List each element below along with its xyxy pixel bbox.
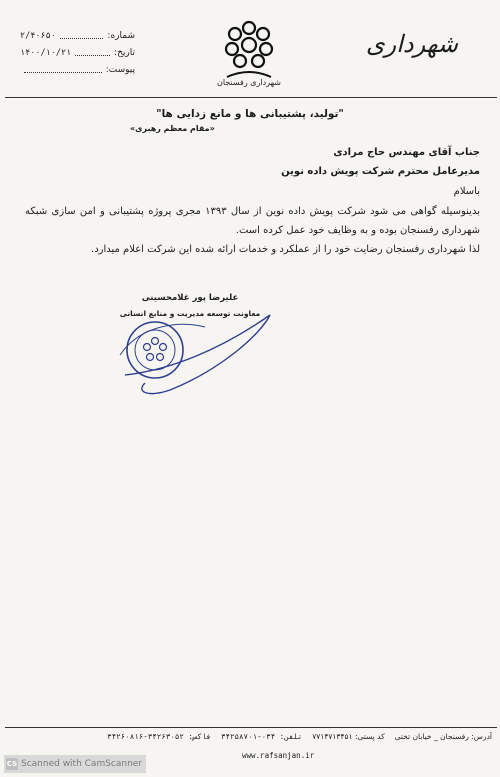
municipality-logo-icon bbox=[213, 15, 285, 85]
signatory-title: معاونت توسعه مدیریت و منابع انسانی bbox=[119, 309, 261, 318]
brand-title: شهرداری bbox=[365, 30, 458, 58]
footer-website: www.rafsanjan.ir bbox=[242, 751, 315, 760]
meta-attachment-line bbox=[24, 62, 102, 73]
header-divider bbox=[5, 97, 497, 98]
letter-meta bbox=[20, 28, 135, 79]
meta-date bbox=[20, 45, 135, 62]
letter-paragraph-2: لذا شهرداری رفسنجان رضایت خود را از عملکرد و خدمات ارائه شده این شرکت اعلام میدارد. bbox=[91, 244, 480, 255]
meta-date-line bbox=[75, 45, 110, 56]
camscanner-icon: CS bbox=[6, 760, 18, 768]
meta-number-value: ۲/۴۰۶۵۰ bbox=[20, 31, 56, 41]
logo-caption: شهرداری رفسنجان bbox=[217, 78, 281, 87]
meta-number bbox=[20, 28, 135, 45]
greeting: باسلام bbox=[453, 186, 480, 197]
addressee: جناب آقای مهندس حاج مرادی bbox=[333, 147, 480, 158]
signatory-name: علیرضا پور غلامحسینی bbox=[141, 293, 239, 303]
letter-footer bbox=[60, 732, 492, 741]
scanner-watermark bbox=[4, 755, 146, 773]
meta-number-label: شماره: bbox=[107, 31, 135, 41]
meta-date-label: تاریخ: bbox=[114, 48, 135, 58]
footer-divider bbox=[5, 727, 497, 728]
footer-fax: فاکس: ۳۴۲۶۳۰۵۲-۳۴۲۶۰۸۱۶ bbox=[107, 732, 211, 741]
meta-number-line bbox=[60, 28, 104, 39]
letter-paragraph-1: بدینوسیله گواهی می شود شرکت پویش داده نوین از سال ۱۳۹۳ مجری پروژه پشتیبانی و امن سازی شبکه شهرداری رفسنجان بوده و به وظایف خود عمل کرده است. bbox=[25, 206, 480, 236]
meta-attachment bbox=[20, 62, 135, 79]
footer-address: آدرس: رفسنجان _ خیابان تختی bbox=[394, 732, 492, 741]
addressee-title: مدیرعامل محترم شرکت پویش داده نوین bbox=[281, 166, 480, 177]
motto: "تولید، پشتیبانی ها و مانع زدایی ها" bbox=[156, 108, 344, 120]
motto-source: «مقام معظم رهبری» bbox=[130, 124, 215, 133]
meta-attachment-label: پیوست: bbox=[105, 65, 135, 75]
footer-postal-code: کد پستی: ۷۷۱۴۷۱۳۴۵۱ bbox=[312, 732, 385, 741]
meta-date-value: ۱۴۰۰/۱۰/۲۱ bbox=[20, 48, 72, 58]
footer-phone: تلفن: ۰۳۴-۳۴۲۵۸۷۰۱ bbox=[220, 732, 303, 741]
scanner-label: Scanned with CamScanner bbox=[21, 759, 143, 769]
